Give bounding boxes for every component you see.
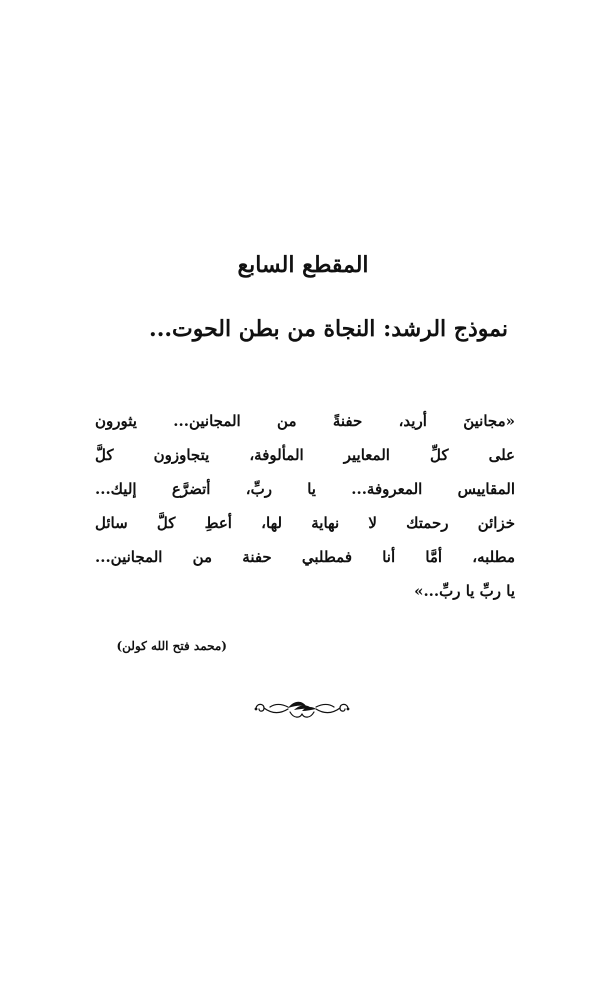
quote-line: «مجانينَ أريد، حفنةً من المجانين... يثورون bbox=[95, 412, 515, 430]
quote-line: مطلبه، أمَّا أنا فمطلبي حفنة من المجانين... bbox=[95, 548, 515, 566]
quote-line: يا ربِّ يا ربِّ...» bbox=[414, 582, 515, 600]
quote-line: المقاييس المعروفة... يا ربِّ، أتضرَّع إليك... bbox=[95, 480, 515, 498]
chapter-heading: المقطع السابع bbox=[237, 252, 369, 278]
quote-line: على كلِّ المعايير المألوفة، يتجاوزون كلَّ bbox=[95, 446, 515, 464]
floral-divider-icon bbox=[250, 694, 354, 724]
quote-line: خزائن رحمتك لا نهاية لها، أعطِ كلَّ سائل bbox=[95, 514, 515, 532]
quote-attribution: (محمد فتح الله كولن) bbox=[116, 639, 227, 653]
chapter-title: نموذج الرشد: النجاة من بطن الحوت... bbox=[149, 316, 508, 342]
quote-block bbox=[95, 404, 515, 608]
